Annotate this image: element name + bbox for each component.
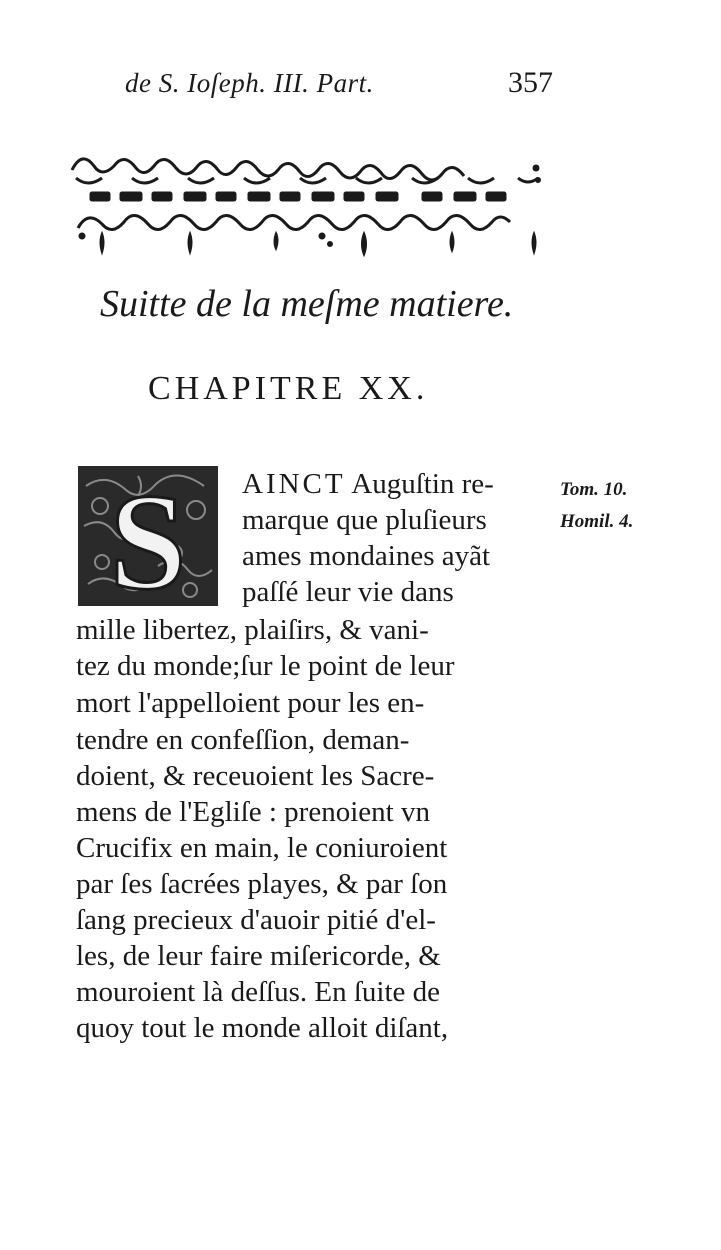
body-line: tendre en confeſſion, deman-: [76, 724, 410, 756]
body-line: paſſé leur vie dans: [242, 576, 454, 608]
dropcap-letter: S: [109, 466, 187, 606]
page-number: 357: [508, 66, 553, 99]
marginal-note-line: Homil. 4.: [560, 511, 634, 532]
body-line: les, de leur faire miſericorde, &: [76, 940, 441, 972]
marginal-note: [560, 474, 710, 538]
fleuron-band-icon: [62, 140, 552, 258]
chapter-heading: CHAPITRE XX.: [148, 370, 429, 407]
body-line: mille libertez, plaiſirs, & vani-: [76, 614, 429, 646]
body-line: mort l'appelloient pour les en-: [76, 687, 425, 719]
body-line: mouroient là deſſus. En ſuite de: [76, 976, 441, 1008]
body-line: doient, & receuoient les Sacre-: [76, 760, 435, 792]
body-line: marque que pluſieurs: [242, 504, 487, 536]
body-line: ames mondaines ayãt: [242, 540, 491, 572]
first-word: AINCT: [242, 468, 346, 500]
marginal-note-line: Tom. 10.: [560, 479, 628, 500]
running-head: [125, 66, 555, 106]
body-line: par ſes ſacrées playes, & par ſon: [76, 868, 448, 900]
body-line: quoy tout le monde alloit diſant,: [76, 1012, 449, 1044]
body-line: AINCT Auguſtin re-: [242, 468, 494, 500]
running-title: de S. Ioſeph. III. Part.: [125, 68, 374, 98]
body-line: tez du monde;ſur le point de leur: [76, 650, 455, 682]
body-line: mens de l'Egliſe : prenoient vn: [76, 796, 430, 828]
section-title: Suitte de la meſme matiere.: [100, 283, 514, 325]
body-line: Crucifix en main, le coniuroient: [76, 832, 448, 864]
ornate-initial-s-icon: [78, 466, 218, 606]
body-line: ſang precieux d'auoir pitié d'el-: [76, 904, 436, 936]
